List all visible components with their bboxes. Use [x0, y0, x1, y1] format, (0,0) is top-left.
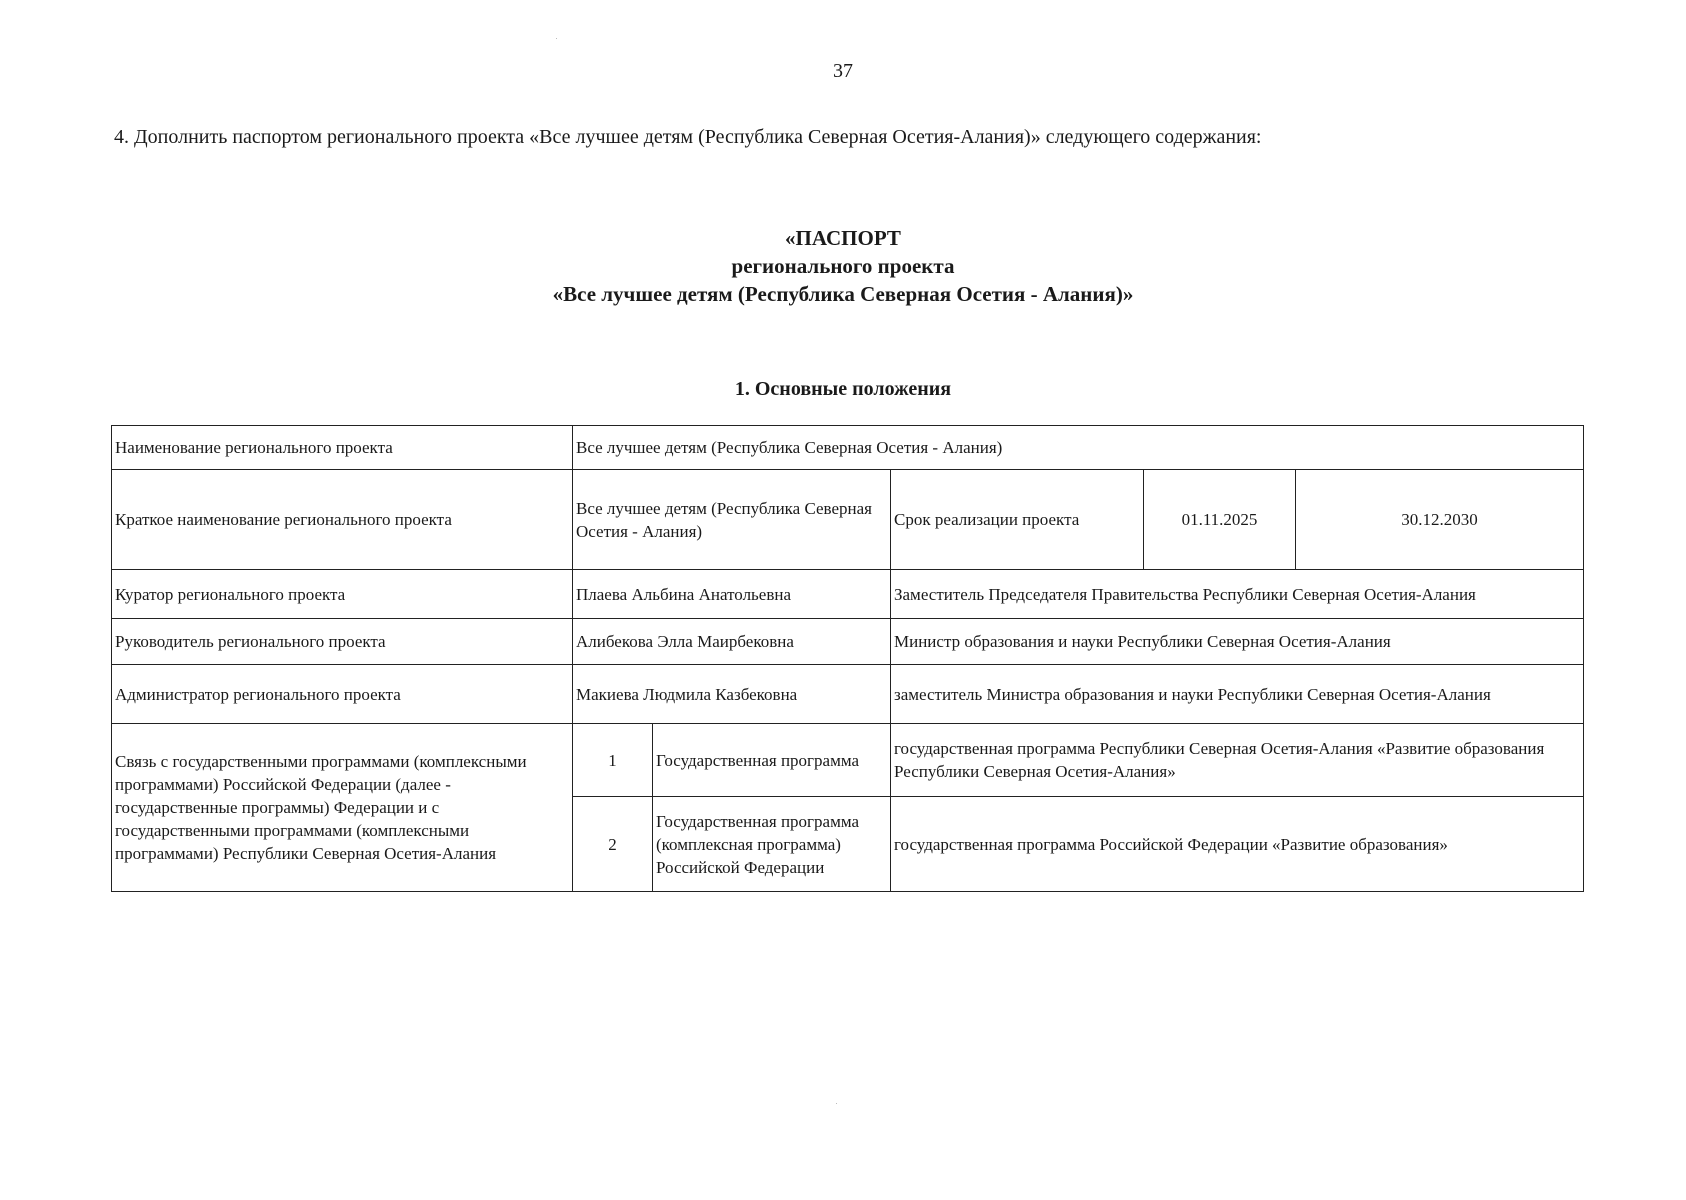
title-line-1: «ПАСПОРТ [785, 226, 901, 250]
short-name-label: Краткое наименование регионального проекта [112, 470, 573, 570]
program-number: 2 [573, 797, 653, 892]
program-number: 1 [573, 724, 653, 797]
title-line-3: «Все лучшее детям (Республика Северная Осетия - Алания)» [552, 282, 1134, 306]
program-name: государственная программа Республики Северная Осетия-Алания «Развитие образования Республики Северная Осетия-Алания» [891, 724, 1584, 797]
admin-position: заместитель Министра образования и науки Республики Северная Осетия-Алания [891, 665, 1584, 724]
curator-label: Куратор регионального проекта [112, 570, 573, 619]
program-type: Государственная программа [653, 724, 891, 797]
document-title [0, 224, 1686, 308]
table-row [112, 426, 1584, 470]
table-row [112, 619, 1584, 665]
head-name: Алибекова Элла Маирбековна [573, 619, 891, 665]
scan-speck [836, 1103, 837, 1104]
scan-speck [556, 38, 557, 39]
program-link-label: Связь с государственными программами (комплексными программами) Российской Федерации (далее - государственные программы) Федерации и с государственными программами (комплексными программами) Республики Северная Осетия-Алания [112, 724, 573, 892]
period-label: Срок реализации проекта [891, 470, 1144, 570]
page-number: 37 [833, 60, 853, 82]
period-start: 01.11.2025 [1144, 470, 1296, 570]
curator-name: Плаева Альбина Анатольевна [573, 570, 891, 619]
curator-position: Заместитель Председателя Правительства Республики Северная Осетия-Алания [891, 570, 1584, 619]
period-end: 30.12.2030 [1296, 470, 1584, 570]
table-row [112, 724, 1584, 797]
title-line-2: регионального проекта [731, 254, 955, 278]
name-value: Все лучшее детям (Республика Северная Осетия - Алания) [573, 426, 1584, 470]
name-label: Наименование регионального проекта [112, 426, 573, 470]
table-row [112, 665, 1584, 724]
table-row [112, 470, 1584, 570]
program-name: государственная программа Российской Федерации «Развитие образования» [891, 797, 1584, 892]
passport-table [111, 425, 1584, 892]
admin-label: Администратор регионального проекта [112, 665, 573, 724]
admin-name: Макиева Людмила Казбековна [573, 665, 891, 724]
table-row [112, 570, 1584, 619]
head-label: Руководитель регионального проекта [112, 619, 573, 665]
program-type: Государственная программа (комплексная программа) Российской Федерации [653, 797, 891, 892]
head-position: Министр образования и науки Республики Северная Осетия-Алания [891, 619, 1584, 665]
intro-paragraph: 4. Дополнить паспортом регионального проекта «Все лучшее детям (Республика Северная Осетия-Алания)» следующего содержания: [114, 126, 1262, 148]
short-name-value: Все лучшее детям (Республика Северная Осетия - Алания) [573, 470, 891, 570]
section-title: 1. Основные положения [734, 378, 952, 400]
